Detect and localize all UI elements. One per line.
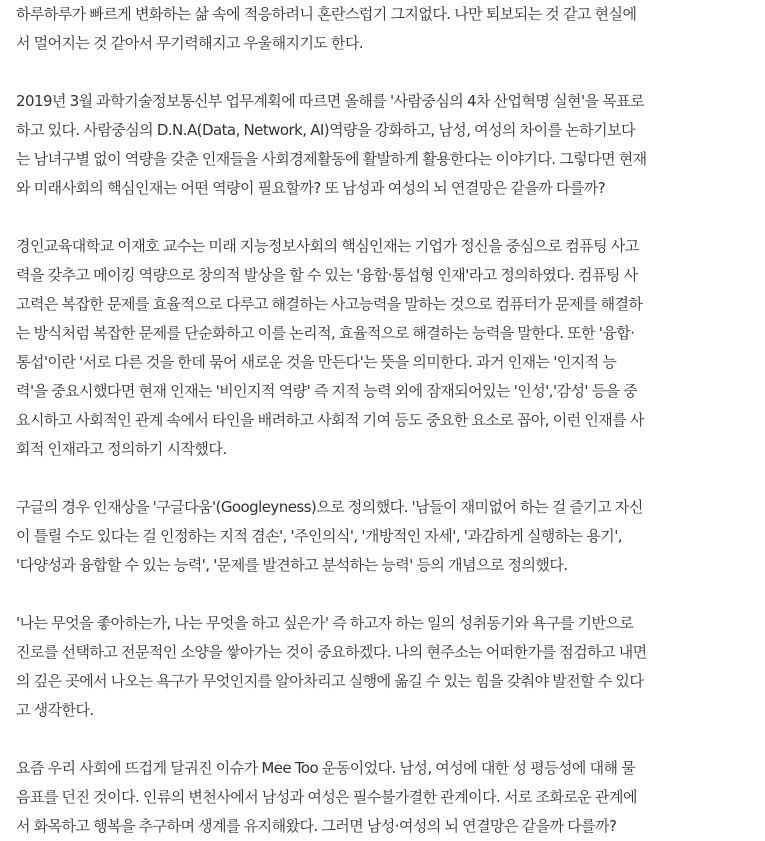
paragraph-career-motivation xyxy=(16,609,761,725)
paragraph-professor-definition xyxy=(16,232,761,464)
text-line: 이 틀릴 수도 있다는 걸 인정하는 지적 겸손', '주인의식', '개방적인 자세', '과감하게 실행하는 용기', xyxy=(16,527,623,545)
text-line: 회적 인재라고 정의하기 시작했다. xyxy=(16,440,227,458)
text-line: 요즘 우리 사회에 뜨겁게 달궈진 이슈가 Mee Too 운동이었다. 남성, 여성에 대한 성 평등성에 대해 물 xyxy=(16,759,636,777)
text-line: 하루하루가 빠르게 변화하는 삶 속에 적응하려니 혼란스럽기 그지없다. 나만 퇴보되는 것 같고 현실에 xyxy=(16,5,637,23)
paragraph-spacer xyxy=(16,203,761,232)
text-line: '나는 무엇을 좋아하는가, 나는 무엇을 하고 싶은가' 즉 하고자 하는 일의 성취동기와 욕구를 기반으로 xyxy=(16,614,634,632)
paragraph-googleyness xyxy=(16,493,761,580)
text-line: 력을 갖추고 메이킹 역량으로 창의적 발상을 할 수 있는 '융합·통섭형 인재'라고 정의하였다. 컴퓨팅 사 xyxy=(16,266,638,284)
text-line: 진로를 선택하고 전문적인 소양을 쌓아가는 것이 중요하겠다. 나의 현주소는 어떠한가를 점검하고 내면 xyxy=(16,643,647,661)
text-line: 서 멀어지는 것 같아서 무기력해지고 우울해지기도 한다. xyxy=(16,34,364,52)
text-line: 고 생각한다. xyxy=(16,701,94,719)
paragraph-ministry-plan xyxy=(16,87,761,203)
paragraph-metoo xyxy=(16,754,761,841)
paragraph-spacer xyxy=(16,58,761,87)
text-line: 구글의 경우 인재상을 '구글다움'(Googleyness)으로 정의했다. '남들이 재미없어 하는 걸 즐기고 자신 xyxy=(16,498,643,516)
text-line: 통섭'이란 '서로 다른 것을 한데 묶어 새로운 것을 만든다'는 뜻을 의미한다. 과거 인재는 '인지적 능 xyxy=(16,353,617,371)
text-line: 와 미래사회의 핵심인재는 어떤 역량이 필요할까? 또 남성과 여성의 뇌 연결망은 같을까 다를까? xyxy=(16,179,606,197)
article-body xyxy=(16,0,761,841)
text-line: 고력은 복잡한 문제를 효율적으로 다루고 해결하는 사고능력을 말하는 것으로 컴퓨터가 문제를 해결하 xyxy=(16,295,643,313)
text-line: '다양성과 융합할 수 있는 능력', '문제를 발견하고 분석하는 능력' 등의 개념으로 정의했다. xyxy=(16,556,568,574)
text-line: 하고 있다. 사람중심의 D.N.A(Data, Network, AI)역량을 강화하고, 남성, 여성의 차이를 논하기보다 xyxy=(16,121,635,139)
paragraph-spacer xyxy=(16,464,761,493)
text-line: 요시하고 사회적인 관계 속에서 타인을 배려하고 사회적 기여 등도 중요한 요소로 꼽아, 이런 인재를 사 xyxy=(16,411,644,429)
text-line: 음표를 던진 것이다. 인류의 변천사에서 남성과 여성은 필수불가결한 관계이다. 서로 조화로운 관계에 xyxy=(16,788,637,806)
text-line: 2019년 3월 과학기술정보통신부 업무계획에 따르면 올해를 '사람중심의 4차 산업혁명 실현'을 목표로 xyxy=(16,92,645,110)
paragraph-adaptation xyxy=(16,0,761,58)
text-line: 의 깊은 곳에서 나오는 욕구가 무엇인지를 알아차리고 실행에 옮길 수 있는 힘을 갖춰야 발전할 수 있다 xyxy=(16,672,644,690)
paragraph-spacer xyxy=(16,725,761,754)
text-line: 는 남녀구별 없이 역량을 갖춘 인재들을 사회경제활동에 활발하게 활용한다는 이야기다. 그렇다면 현재 xyxy=(16,150,647,168)
text-line: 서 화목하고 행복을 추구하며 생계를 유지해왔다. 그러면 남성·여성의 뇌 연결망은 같을까 다를까? xyxy=(16,817,617,835)
text-line: 경인교육대학교 이재호 교수는 미래 지능정보사회의 핵심인재는 기업가 정신을 중심으로 컴퓨팅 사고 xyxy=(16,237,639,255)
paragraph-spacer xyxy=(16,580,761,609)
text-line: 력'을 중요시했다면 현재 인재는 '비인지적 역량' 즉 지적 능력 외에 잠재되어있는 '인성','감성' 등을 중 xyxy=(16,382,638,400)
text-line: 는 방식처럼 복잡한 문제를 단순화하고 이를 논리적, 효율적으로 해결하는 능력을 말한다. 또한 '융합· xyxy=(16,324,635,342)
